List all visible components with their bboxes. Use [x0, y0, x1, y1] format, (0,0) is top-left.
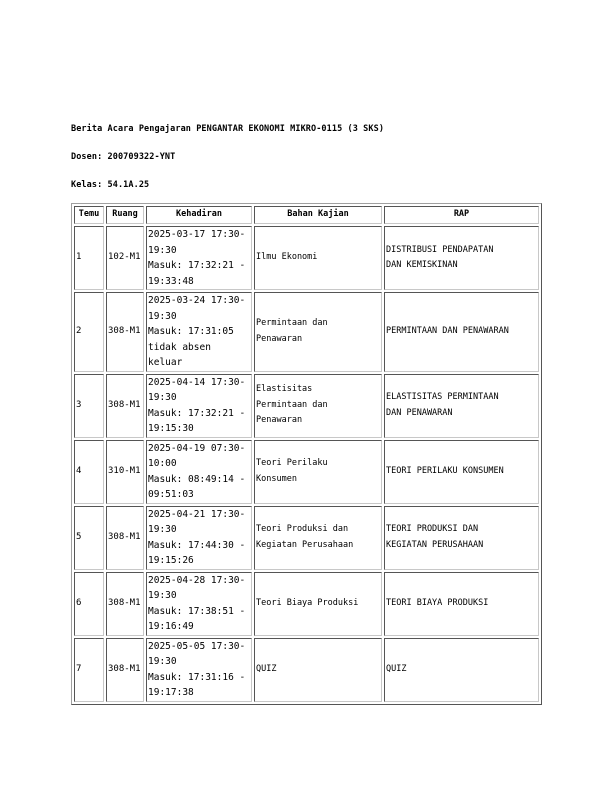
bahan-kajian-cell [254, 374, 382, 438]
kehadiran-line: 19:30 [148, 656, 177, 667]
kehadiran-cell [146, 292, 252, 372]
kehadiran-line: Masuk: 08:49:14 - [148, 473, 246, 485]
kehadiran-line: 2025-04-28 17:30- [148, 574, 246, 586]
kehadiran-cell [146, 572, 252, 636]
rap-line: TEORI PRODUKSI DAN [386, 524, 479, 534]
kehadiran-line: 2025-03-17 17:30- [148, 229, 246, 240]
bahan-kajian-line: Konsumen [256, 473, 297, 484]
bahan-kajian-line: Teori Produksi dan [256, 524, 349, 534]
rap-line: TEORI PERILAKU KONSUMEN [386, 465, 504, 476]
bahan-kajian-line: QUIZ [256, 663, 277, 674]
kehadiran-line: Masuk: 17:32:21 - [148, 407, 246, 419]
ruang-cell: 308-M1 [106, 572, 144, 636]
kehadiran-line: 19:15:26 [148, 555, 194, 566]
page-title: Berita Acara Pengajaran PENGANTAR EKONOMI MIKRO-0115 (3 SKS) [71, 124, 385, 134]
rap-line: ELASTISITAS PERMINTAAN [386, 392, 499, 402]
table-row [74, 572, 539, 636]
kehadiran-line: 2025-05-05 17:30- [148, 640, 246, 652]
rap-cell [384, 374, 539, 438]
kehadiran-line: 19:30 [148, 392, 177, 403]
bahan-kajian-cell [254, 638, 382, 702]
bahan-kajian-line: Elastisitas [256, 384, 313, 395]
ruang-cell: 102-M1 [106, 226, 144, 290]
rap-cell [384, 292, 539, 372]
temu-cell: 5 [74, 506, 104, 570]
rap-line: PERMINTAAN DAN PENAWARAN [386, 326, 509, 336]
rap-cell [384, 572, 539, 636]
rap-cell [384, 226, 539, 290]
column-header-kehadiran: Kehadiran [146, 206, 252, 224]
bahan-kajian-line: Permintaan dan [256, 399, 328, 410]
bahan-kajian-line: Penawaran [256, 415, 303, 426]
bahan-kajian-line: Teori Biaya Produksi [256, 597, 359, 608]
column-header-temu: Temu [74, 206, 104, 224]
kehadiran-cell [146, 440, 252, 504]
kehadiran-line: 2025-04-19 07:30- [148, 442, 246, 454]
kehadiran-line: Masuk: 17:32:21 - [148, 260, 246, 271]
kehadiran-line: Masuk: 17:31:16 - [148, 671, 246, 683]
kehadiran-line: 19:15:30 [148, 423, 194, 434]
bahan-kajian-line: Penawaran [256, 333, 303, 344]
kehadiran-line: 19:16:49 [148, 621, 194, 632]
kehadiran-line: 19:30 [148, 524, 177, 535]
ruang-cell: 308-M1 [106, 292, 144, 372]
bahan-kajian-cell [254, 292, 382, 372]
kehadiran-line: 19:17:38 [148, 687, 194, 698]
kehadiran-line: tidak absen [148, 341, 211, 353]
kehadiran-line: 19:30 [148, 310, 177, 322]
bahan-kajian-cell [254, 506, 382, 570]
column-header-bahan-kajian: Bahan Kajian [254, 206, 382, 224]
kehadiran-line: Masuk: 17:44:30 - [148, 539, 246, 551]
rap-line: QUIZ [386, 663, 407, 674]
kehadiran-line: Masuk: 17:38:51 - [148, 605, 246, 617]
temu-cell: 6 [74, 572, 104, 636]
ruang-cell: 308-M1 [106, 506, 144, 570]
kehadiran-line: 19:30 [148, 244, 177, 256]
kehadiran-cell [146, 638, 252, 702]
kehadiran-cell [146, 374, 252, 438]
table-row [74, 374, 539, 438]
table-row [74, 638, 539, 702]
kehadiran-line: 10:00 [148, 458, 177, 469]
rap-line: TEORI BIAYA PRODUKSI [386, 597, 489, 608]
temu-cell: 7 [74, 638, 104, 702]
kehadiran-line: 09:51:03 [148, 489, 194, 500]
temu-cell: 3 [74, 374, 104, 438]
rap-cell [384, 506, 539, 570]
table-row [74, 292, 539, 372]
bahan-kajian-cell [254, 440, 382, 504]
bahan-kajian-cell [254, 572, 382, 636]
kehadiran-line: Masuk: 17:31:05 [148, 326, 234, 337]
rap-line: KEGIATAN PERUSAHAAN [386, 539, 484, 550]
rap-line: DAN PENAWARAN [386, 407, 453, 418]
temu-cell: 1 [74, 226, 104, 290]
temu-cell: 2 [74, 292, 104, 372]
column-header-ruang: Ruang [106, 206, 144, 224]
table-header-row [74, 206, 539, 224]
ruang-cell: 308-M1 [106, 374, 144, 438]
table-row [74, 506, 539, 570]
bahan-kajian-cell [254, 226, 382, 290]
kehadiran-line: 2025-03-24 17:30- [148, 295, 246, 306]
bahan-kajian-line: Kegiatan Perusahaan [256, 539, 354, 550]
kehadiran-line: keluar [148, 357, 183, 368]
rap-cell [384, 440, 539, 504]
rap-line: DAN KEMISKINAN [386, 260, 458, 270]
dosen-label: Dosen: 200709322-YNT [71, 152, 176, 162]
kehadiran-cell [146, 506, 252, 570]
bahan-kajian-line: Teori Perilaku [256, 458, 328, 468]
table-row [74, 226, 539, 290]
rap-cell [384, 638, 539, 702]
table-row [74, 440, 539, 504]
ruang-cell: 310-M1 [106, 440, 144, 504]
kehadiran-line: 2025-04-21 17:30- [148, 508, 246, 520]
kehadiran-line: 2025-04-14 17:30- [148, 376, 246, 388]
column-header-rap: RAP [384, 206, 539, 224]
bahan-kajian-line: Ilmu Ekonomi [256, 252, 318, 263]
rap-line: DISTRIBUSI PENDAPATAN [386, 244, 494, 255]
attendance-table [71, 203, 542, 705]
kehadiran-cell [146, 226, 252, 290]
kehadiran-line: 19:33:48 [148, 275, 194, 287]
temu-cell: 4 [74, 440, 104, 504]
kehadiran-line: 19:30 [148, 590, 177, 601]
ruang-cell: 308-M1 [106, 638, 144, 702]
kelas-label: Kelas: 54.1A.25 [71, 180, 150, 190]
bahan-kajian-line: Permintaan dan [256, 318, 328, 329]
